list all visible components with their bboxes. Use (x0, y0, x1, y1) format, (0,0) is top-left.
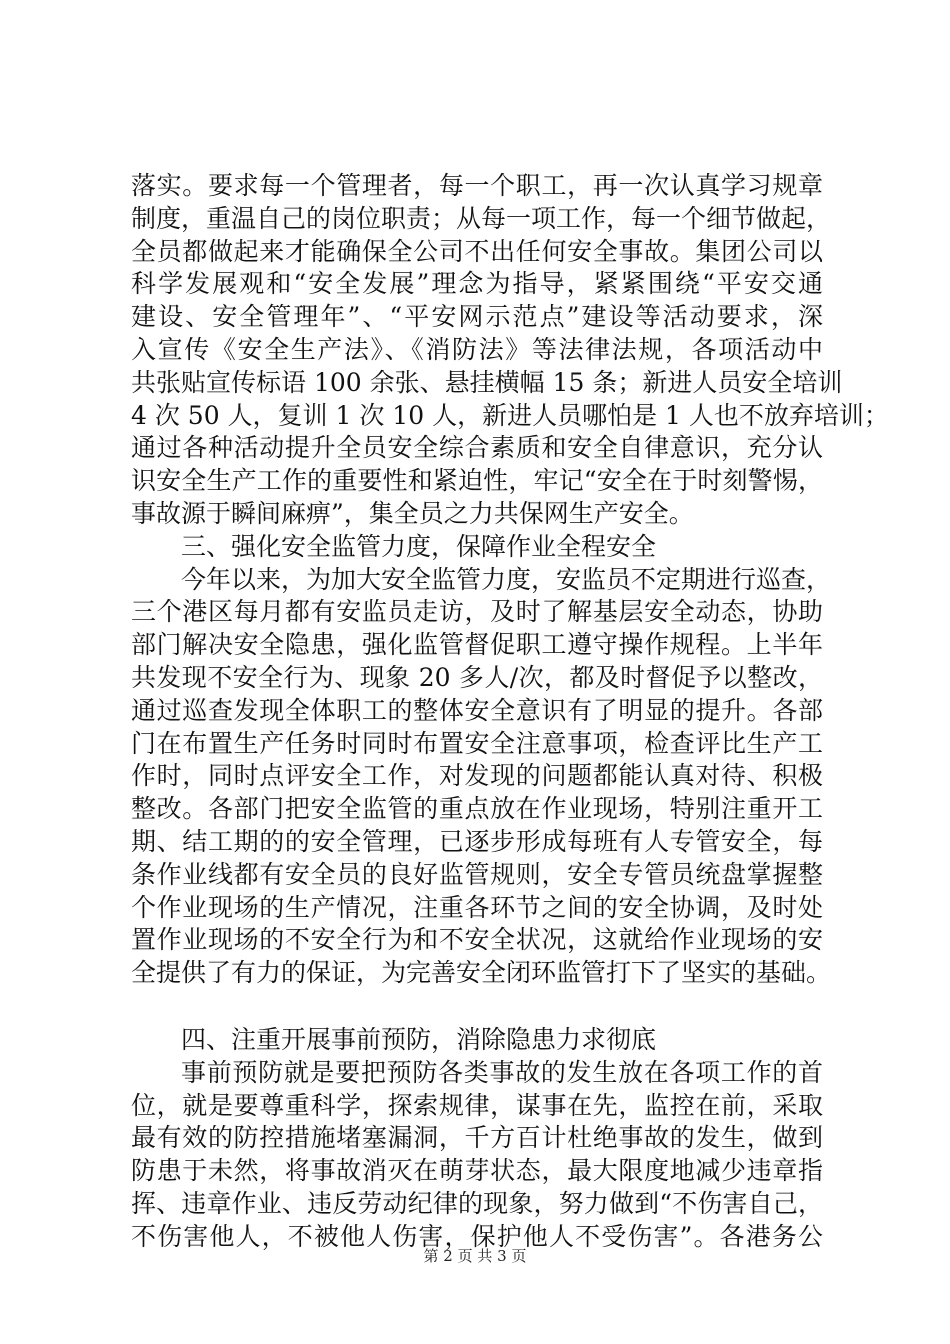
text-line: 4 次 50 人，复训 1 次 10 人，新进人员哪怕是 1 人也不放弃培训； (131, 400, 889, 430)
section-heading: 三、强化安全监管力度，保障作业全程安全 (181, 531, 657, 561)
text-line: 全员都做起来才能确保全公司不出任何安全事故。集团公司以 (131, 236, 823, 266)
text-line: 事前预防就是要把预防各类事故的发生放在各项工作的首 (181, 1057, 823, 1087)
text-line: 挥、违章作业、违反劳动纪律的现象，努力做到“不伤害自己， (131, 1188, 823, 1218)
text-line: 事故源于瞬间麻痹”，集全员之力共保网生产安全。 (131, 498, 694, 528)
text-line: 通过巡查发现全体职工的整体安全意识有了明显的提升。各部 (131, 695, 823, 725)
text-line: 科学发展观和“安全发展”理念为指导，紧紧围绕“平安交通 (131, 269, 823, 299)
text-line: 通过各种活动提升全员安全综合素质和安全自律意识，充分认 (131, 433, 823, 463)
text-line: 制度，重温自己的岗位职责；从每一项工作，每一个细节做起， (131, 203, 832, 233)
text-line: 最有效的防控措施堵塞漏洞，千方百计杜绝事故的发生，做到 (131, 1123, 823, 1153)
page-number-footer: 第 2 页 共 3 页 (423, 1247, 527, 1265)
text-line: 识安全生产工作的重要性和紧迫性，牢记“安全在于时刻警惕， (131, 466, 823, 496)
section-heading: 四、注重开展事前预防，消除隐患力求彻底 (181, 1024, 657, 1054)
text-line: 部门解决安全隐患，强化监管督促职工遵守操作规程。上半年 (131, 630, 823, 660)
text-line: 共发现不安全行为、现象 20 多人/次，都及时督促予以整改， (131, 662, 823, 692)
text-line: 位，就是要尊重科学，探索规律，谋事在先，监控在前，采取 (131, 1090, 823, 1120)
text-line: 不伤害他人，不被他人伤害，保护他人不受伤害”。各港务公 (131, 1221, 823, 1251)
text-line: 三个港区每月都有安监员走访，及时了解基层安全动态，协助 (131, 597, 823, 627)
text-line: 防患于未然，将事故消灭在萌芽状态，最大限度地减少违章指 (131, 1156, 823, 1186)
text-line: 置作业现场的不安全行为和不安全状况，这就给作业现场的安 (131, 925, 823, 955)
text-line: 入宣传《安全生产法》、《消防法》等法律法规，各项活动中 (131, 334, 823, 364)
text-line: 门在布置生产任务时同时布置安全注意事项，检查评比生产工 (131, 728, 823, 758)
text-line: 整改。各部门把安全监管的重点放在作业现场，特别注重开工 (131, 794, 823, 824)
text-line: 个作业现场的生产情况，注重各环节之间的安全协调，及时处 (131, 892, 823, 922)
text-line: 条作业线都有安全员的良好监管规则，安全专管员统盘掌握整 (131, 859, 823, 889)
body-text (131, 170, 889, 1254)
text-line: 全提供了有力的保证，为完善安全闭环监管打下了坚实的基础。 (131, 958, 832, 988)
text-line: 作时，同时点评安全工作，对发现的问题都能认真对待、积极 (131, 761, 823, 791)
text-line: 共张贴宣传标语 100 余张、悬挂横幅 15 条；新进人员安全培训 (131, 367, 843, 397)
text-line: 落实。要求每一个管理者，每一个职工，再一次认真学习规章 (131, 171, 823, 200)
text-line: 建设、安全管理年”、“平安网示范点”建设等活动要求，深 (131, 302, 823, 332)
text-line: 今年以来，为加大安全监管力度，安监员不定期进行巡查， (181, 564, 832, 594)
text-line: 期、结工期的的安全管理，已逐步形成每班有人专管安全，每 (131, 826, 823, 856)
